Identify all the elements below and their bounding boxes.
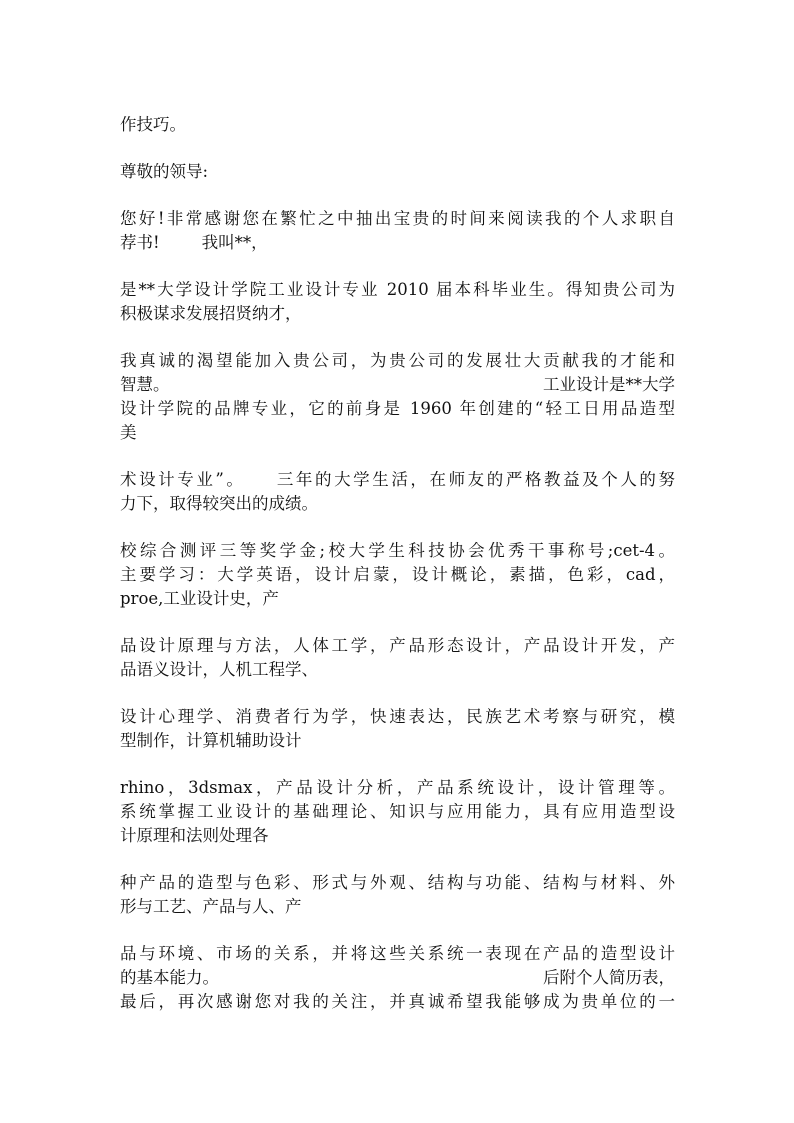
text-line: 荐书! 我叫**， — [120, 233, 268, 252]
text-line: 术设计专业”。 三年的大学生活，在师友的严格教益及个人的努 — [120, 470, 675, 489]
text-line: rhino，3dsmax，产品设计分析，产品系统设计，设计管理等。 — [120, 778, 675, 797]
salutation — [120, 160, 675, 184]
text-line: 品与环境、市场的关系，并将这些关系统一表现在产品的造型设计 — [120, 944, 675, 963]
text-line: 品语义设计，人机工程学、 — [120, 660, 318, 679]
text-line: 尊敬的领导: — [120, 162, 209, 181]
text-line: 最后，再次感谢您对我的关注，并真诚希望我能够成为贵单位的一 — [120, 992, 675, 1011]
paragraph — [120, 634, 675, 682]
split-text-line — [120, 373, 675, 397]
document-body — [120, 113, 675, 1037]
text-line: 校综合测评三等奖学金;校大学生科技协会优秀干事称号;cet-4。 — [120, 541, 675, 560]
text-line: 设计心理学、消费者行为学，快速表达，民族艺术考察与研究，模 — [120, 707, 675, 726]
text-line: 形与工艺、产品与人、产 — [120, 897, 302, 916]
paragraph — [120, 705, 675, 753]
text-line: 计原理和法则处理各 — [120, 826, 269, 845]
text-line: 是**大学设计学院工业设计专业 2010 届本科毕业生。得知贵公司为 — [120, 280, 675, 299]
text-line: 积极谋求发展招贤纳才， — [120, 304, 302, 323]
text-line: 设计学院的品牌专业，它的前身是 1960 年创建的“轻工日用品造型 — [120, 399, 675, 418]
paragraph — [120, 207, 675, 255]
text-line-left: 的基本能力。 — [120, 968, 219, 987]
text-line-left: 智慧。 — [120, 375, 170, 394]
paragraph — [120, 468, 675, 516]
paragraph — [120, 278, 675, 326]
text-line: 品设计原理与方法，人体工学，产品形态设计，产品设计开发，产 — [120, 636, 675, 655]
paragraph — [120, 871, 675, 919]
text-line: 力下，取得较突出的成绩。 — [120, 494, 318, 513]
split-text-line — [120, 966, 675, 990]
text-line: 型制作，计算机辅助设计 — [120, 731, 302, 750]
text-line-right: 工业设计是**大学 — [543, 375, 675, 394]
text-line: 作技巧。 — [120, 115, 186, 134]
text-line: 我真诚的渴望能加入贵公司，为贵公司的发展壮大贡献我的才能和 — [120, 351, 675, 370]
text-line-right: 后附个人简历表， — [543, 968, 675, 987]
paragraph — [120, 539, 675, 611]
paragraph — [120, 113, 675, 137]
paragraph — [120, 942, 675, 1014]
paragraph — [120, 349, 675, 445]
text-line: 种产品的造型与色彩、形式与外观、结构与功能、结构与材料、外 — [120, 873, 675, 892]
text-line: 美 — [120, 423, 137, 442]
text-line: 系统掌握工业设计的基础理论、知识与应用能力，具有应用造型设 — [120, 802, 675, 821]
text-line: 您好!非常感谢您在繁忙之中抽出宝贵的时间来阅读我的个人求职自 — [120, 209, 675, 228]
text-line: 主要学习：大学英语，设计启蒙，设计概论，素描，色彩，cad， — [120, 565, 675, 584]
paragraph — [120, 776, 675, 848]
text-line: proe,工业设计史，产 — [120, 589, 279, 608]
